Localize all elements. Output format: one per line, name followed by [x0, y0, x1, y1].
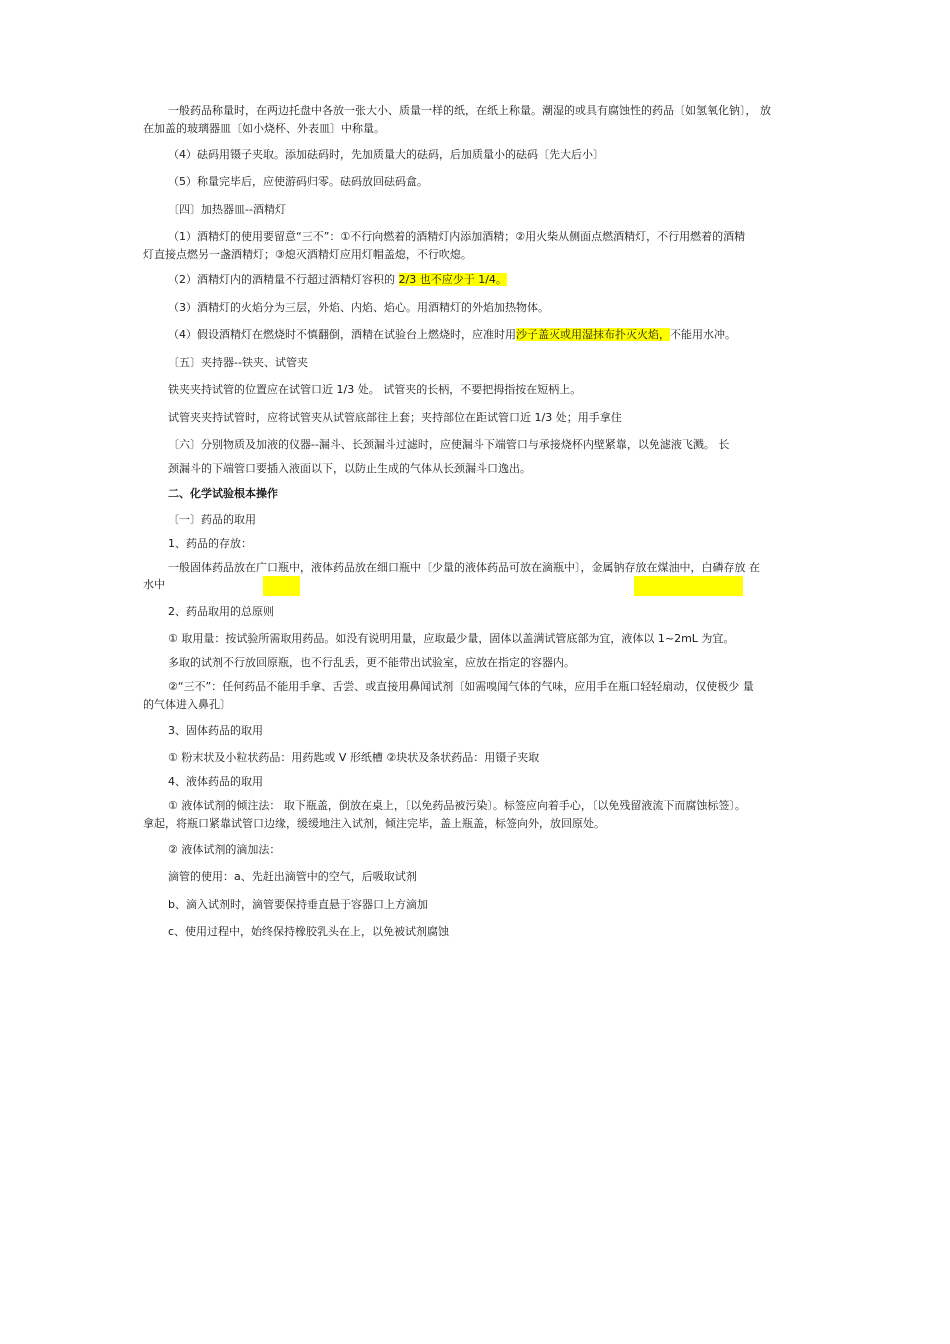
highlight-block	[263, 576, 300, 596]
paragraph-line: （4）砝码用镊子夹取。添加砝码时，先加质量大的砝码，后加质量小的砝码〔先大后小〕	[168, 148, 604, 161]
paragraph-line: 一般固体药品放在广口瓶中，液体药品放在细口瓶中〔少量的液体药品可放在滴瓶中〕，金属钠存放在煤油中，白磷存放 在	[168, 561, 760, 574]
paragraph-line: ① 粉末状及小粒状药品：用药匙或 V 形纸槽 ②块状及条状药品：用镊子夹取	[168, 751, 540, 764]
paragraph-line: 〔六〕分别物质及加液的仪器--漏斗、长颈漏斗过滤时，应使漏斗下端管口与承接烧杯内壁紧靠，以免滤液飞溅。 长	[168, 438, 730, 451]
highlighted-text: 沙子盖灭或用湿抹布扑灭火焰，	[516, 328, 670, 341]
paragraph-line: 铁夹夹持试管的位置应在试管口近 1/3 处。 试管夹的长柄，不要把拇指按在短柄上。	[168, 383, 582, 396]
paragraph-line: 拿起，将瓶口紧靠试管口边缘，缓缓地注入试剂，倾注完毕，盖上瓶盖，标签向外，放回原处。	[143, 817, 605, 830]
chapter-heading: 二、化学试验根本操作	[168, 487, 278, 500]
text-segment: （2）酒精灯内的酒精量不行超过酒精灯容积的	[168, 273, 399, 286]
paragraph-line: 一般药品称量时，在两边托盘中各放一张大小、质量一样的纸，在纸上称量。潮湿的或具有腐蚀性的药品〔如氢氧化钠〕， 放	[168, 104, 771, 117]
paragraph-line: b、滴入试剂时，滴管要保持垂直悬于容器口上方滴加	[168, 898, 428, 911]
highlight-block	[634, 576, 743, 596]
subsection-heading: 2、药品取用的总原则	[168, 605, 274, 618]
section-heading: 〔一〕药品的取用	[168, 513, 256, 526]
paragraph-line: ① 液体试剂的倾注法： 取下瓶盖，倒放在桌上，〔以免药品被污染〕。标签应向着手心，〔以免残留液流下而腐蚀标签〕。	[168, 799, 746, 812]
section-heading: 〔五〕夹持器--铁夹、试管夹	[168, 356, 308, 369]
text-segment: 不能用水冲。	[670, 328, 736, 341]
subsection-heading: 4、液体药品的取用	[168, 775, 263, 788]
paragraph-line: 滴管的使用：a、先赶出滴管中的空气，后吸取试剂	[168, 870, 417, 883]
paragraph-line	[168, 327, 736, 343]
paragraph-line: 灯直接点燃另一盏酒精灯；③熄灭酒精灯应用灯帽盖熄，不行吹熄。	[143, 248, 472, 261]
paragraph-line: （1）酒精灯的使用要留意“三不”：①不行向燃着的酒精灯内添加酒精；②用火柴从侧面点燃酒精灯，不行用燃着的酒精	[168, 230, 746, 243]
paragraph-line: ② 液体试剂的滴加法：	[168, 843, 281, 856]
paragraph-line: ① 取用量：按试验所需取用药品。如没有说明用量，应取最少量，固体以盖满试管底部为宜，液体以 1~2mL 为宜。	[168, 632, 735, 645]
paragraph-line: c、使用过程中，始终保持橡胶乳头在上，以免被试剂腐蚀	[168, 925, 450, 938]
text-segment: （4）假设酒精灯在燃烧时不慎翻倒，酒精在试验台上燃烧时，应准时用	[168, 328, 516, 341]
section-heading: 〔四〕加热器皿--酒精灯	[168, 203, 286, 216]
subsection-heading: 3、固体药品的取用	[168, 724, 263, 737]
paragraph-line: ②“三不”：任何药品不能用手拿、舌尝、或直接用鼻闻试剂〔如需嗅闻气体的气味，应用手在瓶口轻轻扇动，仅使极少 量	[168, 680, 754, 693]
paragraph-line: （3）酒精灯的火焰分为三层，外焰、内焰、焰心。用酒精灯的外焰加热物体。	[168, 301, 549, 314]
subsection-heading: 1、药品的存放：	[168, 537, 252, 550]
paragraph-line: 的气体进入鼻孔〕	[143, 698, 231, 711]
highlighted-text: 2/3 也不应少于 1/4。	[398, 273, 507, 286]
paragraph-line: 多取的试剂不行放回原瓶，也不行乱丢，更不能带出试验室，应放在指定的容器内。	[168, 656, 575, 669]
paragraph-line: 试管夹夹持试管时，应将试管夹从试管底部往上套；夹持部位在距试管口近 1/3 处；用手拿住	[168, 411, 622, 424]
paragraph-line: 水中	[143, 578, 165, 591]
paragraph-line	[168, 272, 507, 288]
paragraph-line: 颈漏斗的下端管口要插入液面以下，以防止生成的气体从长颈漏斗口逸出。	[168, 462, 531, 475]
paragraph-line: 在加盖的玻璃器皿〔如小烧杯、外表皿〕中称量。	[143, 122, 385, 135]
paragraph-line: （5）称量完毕后，应使游码归零。砝码放回砝码盒。	[168, 175, 428, 188]
